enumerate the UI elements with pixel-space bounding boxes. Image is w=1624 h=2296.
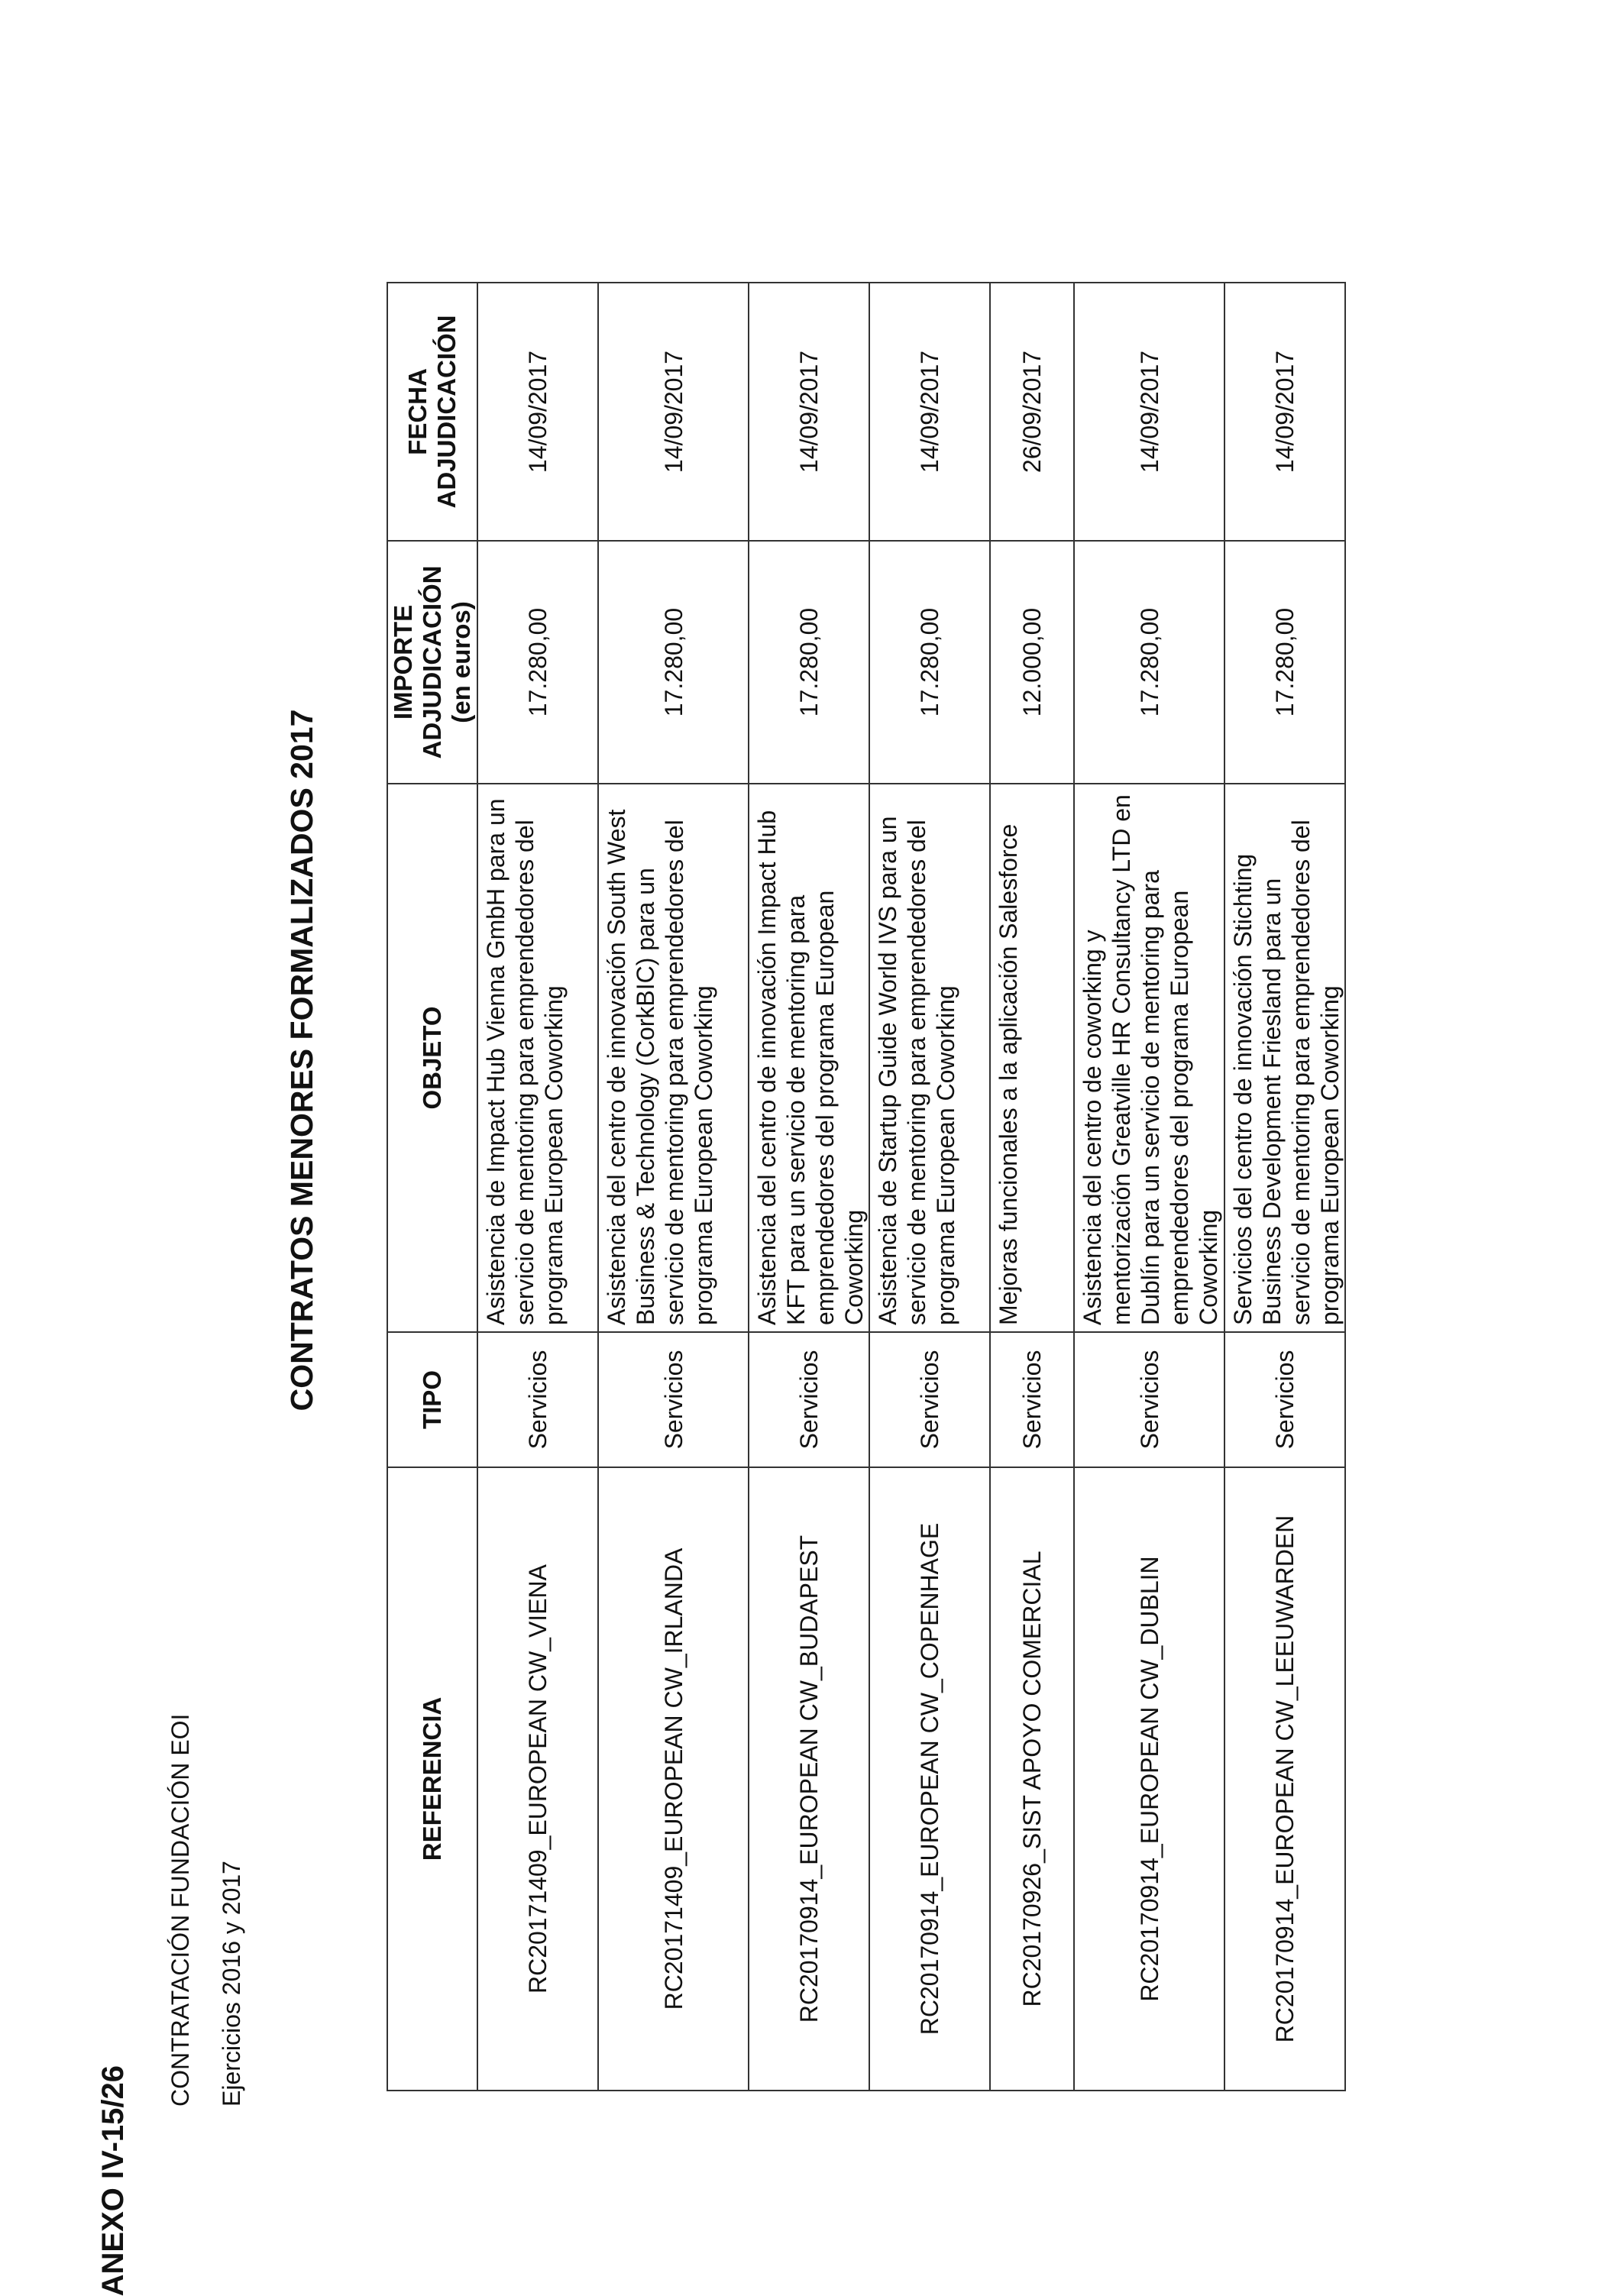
cell-importe: 17.280,00 (1074, 541, 1224, 784)
cell-objeto: Asistencia de Startup Guide World IVS para un servicio de mentoring para emprendedores del programa European Coworking (869, 784, 990, 1332)
cell-tipo: Servicios (1224, 1332, 1345, 1467)
header-importe-line3: (en euros) (447, 601, 475, 723)
cell-fecha: 14/09/2017 (1224, 283, 1345, 541)
cell-tipo: Servicios (1074, 1332, 1224, 1467)
cell-tipo: Servicios (749, 1332, 869, 1467)
cell-referencia: RC20170914_EUROPEAN CW_COPENHAGE (869, 1467, 990, 2091)
cell-fecha: 14/09/2017 (598, 283, 749, 541)
fiscal-years: Ejercicios 2016 y 2017 (218, 1861, 245, 2107)
contracts-table (387, 282, 1346, 2091)
header-importe (387, 541, 477, 784)
cell-referencia: RC20171409_EUROPEAN CW_IRLANDA (598, 1467, 749, 2091)
table-row (1224, 283, 1345, 2091)
cell-tipo: Servicios (477, 1332, 598, 1467)
table-row (598, 283, 749, 2091)
header-fecha-line2: ADJUDICACIÓN (432, 315, 461, 509)
cell-fecha: 14/09/2017 (1074, 283, 1224, 541)
cell-referencia: RC20170914_EUROPEAN CW_LEEUWARDEN (1224, 1467, 1345, 2091)
table-row (869, 283, 990, 2091)
cell-importe: 17.280,00 (749, 541, 869, 784)
table-row (990, 283, 1074, 2091)
cell-objeto: Asistencia de Impact Hub Vienna GmbH para un servicio de mentoring para emprendedores del programa European Coworking (477, 784, 598, 1332)
annex-label: ANEXO IV-15/26 (96, 2065, 130, 2296)
cell-fecha: 14/09/2017 (749, 283, 869, 541)
cell-objeto: Servicios del centro de innovación Stichting Business Development Friesland para un servicio de mentoring para emprendedores del programa European Coworking (1224, 784, 1345, 1332)
table-header-row (387, 283, 477, 2091)
cell-objeto: Asistencia del centro de coworking y mentorización Greatville HR Consultancy LTD en Dublín para un servicio de mentoring para emprendedores del programa European Coworking (1074, 784, 1224, 1332)
cell-referencia: RC20170914_EUROPEAN CW_DUBLIN (1074, 1467, 1224, 2091)
cell-objeto: Asistencia del centro de innovación South West Business & Technology (CorkBIC) para un servicio de mentoring para emprendedores del programa European Coworking (598, 784, 749, 1332)
cell-tipo: Servicios (869, 1332, 990, 1467)
cell-referencia: RC20170914_EUROPEAN CW_BUDAPEST (749, 1467, 869, 2091)
cell-referencia: RC20170926_SIST APOYO COMERCIAL (990, 1467, 1074, 2091)
cell-importe: 17.280,00 (869, 541, 990, 784)
header-referencia: REFERENCIA (387, 1467, 477, 2091)
cell-tipo: Servicios (990, 1332, 1074, 1467)
cell-fecha: 14/09/2017 (869, 283, 990, 541)
organization-name: CONTRATACIÓN FUNDACIÓN EOI (167, 1713, 194, 2107)
table-row (749, 283, 869, 2091)
header-tipo: TIPO (387, 1332, 477, 1467)
cell-referencia: RC20171409_EUROPEAN CW_VIENA (477, 1467, 598, 2091)
header-fecha-line1: FECHA (403, 368, 432, 455)
table-row (1074, 283, 1224, 2091)
header-importe-line1: IMPORTE (389, 604, 417, 720)
cell-fecha: 26/09/2017 (990, 283, 1074, 541)
header-fecha (387, 283, 477, 541)
cell-fecha: 14/09/2017 (477, 283, 598, 541)
cell-importe: 17.280,00 (1224, 541, 1345, 784)
table-row (477, 283, 598, 2091)
cell-objeto: Mejoras funcionales a la aplicación Salesforce (990, 784, 1074, 1332)
header-objeto: OBJETO (387, 784, 477, 1332)
page-title: CONTRATOS MENORES FORMALIZADOS 2017 (284, 709, 319, 1412)
header-importe-line2: ADJUDICACIÓN (418, 565, 446, 759)
cell-objeto: Asistencia del centro de innovación Impact Hub KFT para un servicio de mentoring para emprendedores del programa European Coworking (749, 784, 869, 1332)
cell-importe: 17.280,00 (477, 541, 598, 784)
cell-tipo: Servicios (598, 1332, 749, 1467)
cell-importe: 17.280,00 (598, 541, 749, 784)
cell-importe: 12.000,00 (990, 541, 1074, 784)
